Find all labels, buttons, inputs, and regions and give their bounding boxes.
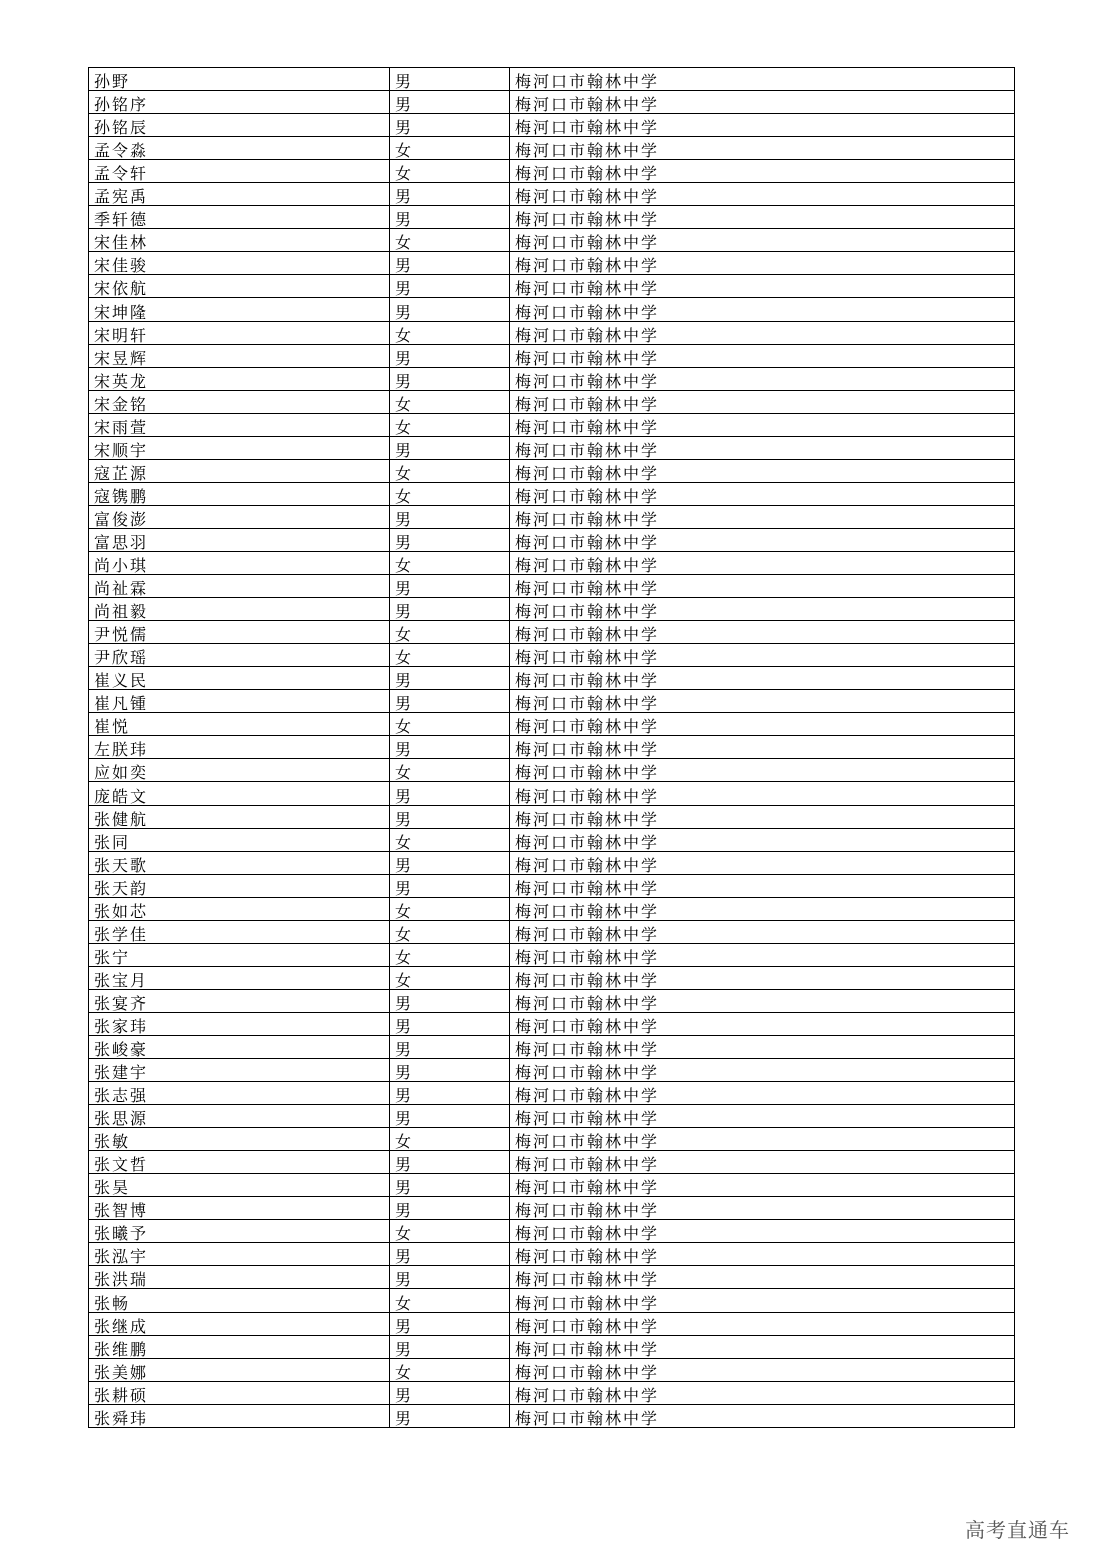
school-cell: 梅河口市翰林中学 (510, 252, 1015, 275)
gender-cell: 女 (390, 828, 510, 851)
gender-cell: 女 (390, 321, 510, 344)
gender-cell: 男 (390, 598, 510, 621)
table-row (89, 482, 1015, 505)
table-row (89, 759, 1015, 782)
watermark-text: 高考直通车 (965, 1518, 1070, 1542)
gender-cell: 女 (390, 943, 510, 966)
student-name-cell: 庞皓文 (89, 782, 390, 805)
table-row (89, 1289, 1015, 1312)
gender-cell: 女 (390, 1358, 510, 1381)
school-cell: 梅河口市翰林中学 (510, 736, 1015, 759)
table-row (89, 1012, 1015, 1035)
school-cell: 梅河口市翰林中学 (510, 1243, 1015, 1266)
table-row (89, 897, 1015, 920)
student-name-cell: 张志强 (89, 1082, 390, 1105)
school-cell: 梅河口市翰林中学 (510, 436, 1015, 459)
gender-cell: 女 (390, 1220, 510, 1243)
student-name-cell: 张宝月 (89, 966, 390, 989)
school-cell: 梅河口市翰林中学 (510, 805, 1015, 828)
school-cell: 梅河口市翰林中学 (510, 390, 1015, 413)
school-cell: 梅河口市翰林中学 (510, 298, 1015, 321)
school-cell: 梅河口市翰林中学 (510, 91, 1015, 114)
student-name-cell: 张智博 (89, 1197, 390, 1220)
school-cell: 梅河口市翰林中学 (510, 828, 1015, 851)
student-name-cell: 宋昱辉 (89, 344, 390, 367)
student-name-cell: 宋雨萱 (89, 413, 390, 436)
school-cell: 梅河口市翰林中学 (510, 1151, 1015, 1174)
table-row (89, 690, 1015, 713)
school-cell: 梅河口市翰林中学 (510, 505, 1015, 528)
student-name-cell: 尚小琪 (89, 551, 390, 574)
gender-cell: 男 (390, 1012, 510, 1035)
student-name-cell: 宋英龙 (89, 367, 390, 390)
gender-cell: 男 (390, 874, 510, 897)
student-name-cell: 张建宇 (89, 1059, 390, 1082)
table-row (89, 989, 1015, 1012)
student-name-cell: 张天韵 (89, 874, 390, 897)
school-cell: 梅河口市翰林中学 (510, 1404, 1015, 1427)
student-name-cell: 宋金铭 (89, 390, 390, 413)
student-name-cell: 张曦予 (89, 1220, 390, 1243)
school-cell: 梅河口市翰林中学 (510, 1289, 1015, 1312)
table-row (89, 1243, 1015, 1266)
gender-cell: 男 (390, 782, 510, 805)
student-name-cell: 孟宪禹 (89, 183, 390, 206)
school-cell: 梅河口市翰林中学 (510, 459, 1015, 482)
gender-cell: 女 (390, 551, 510, 574)
school-cell: 梅河口市翰林中学 (510, 598, 1015, 621)
table-row (89, 1128, 1015, 1151)
gender-cell: 男 (390, 1174, 510, 1197)
school-cell: 梅河口市翰林中学 (510, 575, 1015, 598)
school-cell: 梅河口市翰林中学 (510, 1335, 1015, 1358)
table-row (89, 828, 1015, 851)
table-row (89, 390, 1015, 413)
table-row (89, 137, 1015, 160)
school-cell: 梅河口市翰林中学 (510, 1358, 1015, 1381)
gender-cell: 女 (390, 459, 510, 482)
school-cell: 梅河口市翰林中学 (510, 183, 1015, 206)
student-name-cell: 张畅 (89, 1289, 390, 1312)
school-cell: 梅河口市翰林中学 (510, 275, 1015, 298)
student-name-cell: 尚祉霖 (89, 575, 390, 598)
table-row (89, 713, 1015, 736)
gender-cell: 男 (390, 298, 510, 321)
school-cell: 梅河口市翰林中学 (510, 874, 1015, 897)
school-cell: 梅河口市翰林中学 (510, 989, 1015, 1012)
student-name-cell: 宋佳林 (89, 229, 390, 252)
student-name-cell: 孙铭辰 (89, 114, 390, 137)
gender-cell: 男 (390, 1035, 510, 1058)
school-cell: 梅河口市翰林中学 (510, 206, 1015, 229)
gender-cell: 男 (390, 114, 510, 137)
school-cell: 梅河口市翰林中学 (510, 920, 1015, 943)
student-name-cell: 尹欣瑶 (89, 644, 390, 667)
school-cell: 梅河口市翰林中学 (510, 621, 1015, 644)
gender-cell: 男 (390, 528, 510, 551)
gender-cell: 男 (390, 989, 510, 1012)
student-name-cell: 宋明轩 (89, 321, 390, 344)
gender-cell: 女 (390, 897, 510, 920)
gender-cell: 男 (390, 805, 510, 828)
school-cell: 梅河口市翰林中学 (510, 344, 1015, 367)
student-name-cell: 张洪瑞 (89, 1266, 390, 1289)
school-cell: 梅河口市翰林中学 (510, 229, 1015, 252)
gender-cell: 男 (390, 1381, 510, 1404)
gender-cell: 女 (390, 160, 510, 183)
table-row (89, 344, 1015, 367)
student-name-cell: 寇镌鹏 (89, 482, 390, 505)
gender-cell: 男 (390, 436, 510, 459)
gender-cell: 女 (390, 482, 510, 505)
student-name-cell: 崔义民 (89, 667, 390, 690)
student-name-cell: 张如芯 (89, 897, 390, 920)
table-row (89, 160, 1015, 183)
school-cell: 梅河口市翰林中学 (510, 897, 1015, 920)
gender-cell: 女 (390, 413, 510, 436)
school-cell: 梅河口市翰林中学 (510, 713, 1015, 736)
gender-cell: 男 (390, 1404, 510, 1427)
student-name-cell: 孙野 (89, 68, 390, 91)
student-name-cell: 张敏 (89, 1128, 390, 1151)
school-cell: 梅河口市翰林中学 (510, 1197, 1015, 1220)
table-row (89, 598, 1015, 621)
gender-cell: 男 (390, 851, 510, 874)
school-cell: 梅河口市翰林中学 (510, 321, 1015, 344)
gender-cell: 女 (390, 229, 510, 252)
student-name-cell: 张美娜 (89, 1358, 390, 1381)
table-row (89, 436, 1015, 459)
school-cell: 梅河口市翰林中学 (510, 413, 1015, 436)
student-name-cell: 张天歌 (89, 851, 390, 874)
student-name-cell: 宋佳骏 (89, 252, 390, 275)
student-name-cell: 寇芷源 (89, 459, 390, 482)
student-name-cell: 张峻豪 (89, 1035, 390, 1058)
table-row (89, 621, 1015, 644)
student-name-cell: 宋坤隆 (89, 298, 390, 321)
school-cell: 梅河口市翰林中学 (510, 68, 1015, 91)
table-row (89, 206, 1015, 229)
student-name-cell: 尚祖毅 (89, 598, 390, 621)
school-cell: 梅河口市翰林中学 (510, 160, 1015, 183)
gender-cell: 男 (390, 1312, 510, 1335)
table-row (89, 1358, 1015, 1381)
student-name-cell: 张思源 (89, 1105, 390, 1128)
table-row (89, 252, 1015, 275)
table-row (89, 782, 1015, 805)
school-cell: 梅河口市翰林中学 (510, 1105, 1015, 1128)
student-name-cell: 张健航 (89, 805, 390, 828)
gender-cell: 女 (390, 713, 510, 736)
gender-cell: 男 (390, 1197, 510, 1220)
table-row (89, 505, 1015, 528)
gender-cell: 女 (390, 966, 510, 989)
gender-cell: 女 (390, 390, 510, 413)
gender-cell: 男 (390, 1243, 510, 1266)
student-name-cell: 富思羽 (89, 528, 390, 551)
gender-cell: 女 (390, 137, 510, 160)
table-row (89, 1197, 1015, 1220)
table-row (89, 298, 1015, 321)
student-name-cell: 张学佳 (89, 920, 390, 943)
table-row (89, 413, 1015, 436)
gender-cell: 男 (390, 667, 510, 690)
school-cell: 梅河口市翰林中学 (510, 943, 1015, 966)
student-name-cell: 张继成 (89, 1312, 390, 1335)
table-row (89, 736, 1015, 759)
student-name-cell: 张文哲 (89, 1151, 390, 1174)
student-name-cell: 张同 (89, 828, 390, 851)
table-row (89, 1151, 1015, 1174)
school-cell: 梅河口市翰林中学 (510, 1128, 1015, 1151)
table-row (89, 575, 1015, 598)
school-cell: 梅河口市翰林中学 (510, 1059, 1015, 1082)
school-cell: 梅河口市翰林中学 (510, 528, 1015, 551)
table-row (89, 1381, 1015, 1404)
student-name-cell: 张昊 (89, 1174, 390, 1197)
gender-cell: 男 (390, 736, 510, 759)
school-cell: 梅河口市翰林中学 (510, 367, 1015, 390)
table-row (89, 1105, 1015, 1128)
student-name-cell: 崔悦 (89, 713, 390, 736)
student-name-cell: 应如奕 (89, 759, 390, 782)
table-row (89, 1335, 1015, 1358)
gender-cell: 男 (390, 1105, 510, 1128)
gender-cell: 女 (390, 621, 510, 644)
school-cell: 梅河口市翰林中学 (510, 1312, 1015, 1335)
student-name-cell: 尹悦儒 (89, 621, 390, 644)
gender-cell: 男 (390, 1266, 510, 1289)
gender-cell: 女 (390, 1128, 510, 1151)
table-row (89, 1220, 1015, 1243)
table-row (89, 805, 1015, 828)
student-name-cell: 张宁 (89, 943, 390, 966)
table-row (89, 874, 1015, 897)
table-row (89, 943, 1015, 966)
school-cell: 梅河口市翰林中学 (510, 1035, 1015, 1058)
student-name-cell: 张宴齐 (89, 989, 390, 1012)
table-row (89, 644, 1015, 667)
gender-cell: 男 (390, 68, 510, 91)
student-name-cell: 张舜玮 (89, 1404, 390, 1427)
school-cell: 梅河口市翰林中学 (510, 551, 1015, 574)
table-row (89, 183, 1015, 206)
school-cell: 梅河口市翰林中学 (510, 1266, 1015, 1289)
student-name-cell: 孟令淼 (89, 137, 390, 160)
gender-cell: 女 (390, 920, 510, 943)
table-row (89, 229, 1015, 252)
gender-cell: 男 (390, 1059, 510, 1082)
school-cell: 梅河口市翰林中学 (510, 690, 1015, 713)
student-name-cell: 孟令轩 (89, 160, 390, 183)
school-cell: 梅河口市翰林中学 (510, 966, 1015, 989)
gender-cell: 男 (390, 183, 510, 206)
table-row (89, 1266, 1015, 1289)
school-cell: 梅河口市翰林中学 (510, 644, 1015, 667)
student-name-cell: 崔凡锺 (89, 690, 390, 713)
gender-cell: 男 (390, 367, 510, 390)
student-name-cell: 富俊澎 (89, 505, 390, 528)
school-cell: 梅河口市翰林中学 (510, 782, 1015, 805)
gender-cell: 男 (390, 1335, 510, 1358)
school-cell: 梅河口市翰林中学 (510, 851, 1015, 874)
gender-cell: 女 (390, 644, 510, 667)
table-row (89, 528, 1015, 551)
roster-body (89, 68, 1015, 1428)
gender-cell: 男 (390, 252, 510, 275)
table-row (89, 1059, 1015, 1082)
table-row (89, 1082, 1015, 1105)
gender-cell: 男 (390, 575, 510, 598)
table-row (89, 920, 1015, 943)
gender-cell: 女 (390, 1289, 510, 1312)
student-name-cell: 张维鹏 (89, 1335, 390, 1358)
gender-cell: 男 (390, 275, 510, 298)
table-row (89, 275, 1015, 298)
gender-cell: 男 (390, 344, 510, 367)
student-name-cell: 张泓宇 (89, 1243, 390, 1266)
school-cell: 梅河口市翰林中学 (510, 1012, 1015, 1035)
table-row (89, 1035, 1015, 1058)
table-row (89, 1312, 1015, 1335)
school-cell: 梅河口市翰林中学 (510, 667, 1015, 690)
table-row (89, 459, 1015, 482)
school-cell: 梅河口市翰林中学 (510, 759, 1015, 782)
gender-cell: 男 (390, 690, 510, 713)
student-name-cell: 张耕硕 (89, 1381, 390, 1404)
school-cell: 梅河口市翰林中学 (510, 1174, 1015, 1197)
gender-cell: 女 (390, 759, 510, 782)
table-row (89, 1404, 1015, 1427)
table-row (89, 367, 1015, 390)
table-row (89, 1174, 1015, 1197)
student-name-cell: 宋依航 (89, 275, 390, 298)
student-name-cell: 张家玮 (89, 1012, 390, 1035)
table-row (89, 667, 1015, 690)
gender-cell: 男 (390, 1151, 510, 1174)
school-cell: 梅河口市翰林中学 (510, 114, 1015, 137)
gender-cell: 男 (390, 91, 510, 114)
gender-cell: 男 (390, 1082, 510, 1105)
table-row (89, 851, 1015, 874)
table-row (89, 321, 1015, 344)
student-name-cell: 季轩德 (89, 206, 390, 229)
school-cell: 梅河口市翰林中学 (510, 137, 1015, 160)
student-name-cell: 左朕玮 (89, 736, 390, 759)
table-row (89, 551, 1015, 574)
gender-cell: 男 (390, 206, 510, 229)
student-roster-table (88, 67, 1015, 1428)
school-cell: 梅河口市翰林中学 (510, 1220, 1015, 1243)
school-cell: 梅河口市翰林中学 (510, 1381, 1015, 1404)
school-cell: 梅河口市翰林中学 (510, 482, 1015, 505)
gender-cell: 男 (390, 505, 510, 528)
table-row (89, 68, 1015, 91)
student-name-cell: 宋顺宇 (89, 436, 390, 459)
table-row (89, 91, 1015, 114)
school-cell: 梅河口市翰林中学 (510, 1082, 1015, 1105)
table-row (89, 966, 1015, 989)
table-row (89, 114, 1015, 137)
student-name-cell: 孙铭序 (89, 91, 390, 114)
